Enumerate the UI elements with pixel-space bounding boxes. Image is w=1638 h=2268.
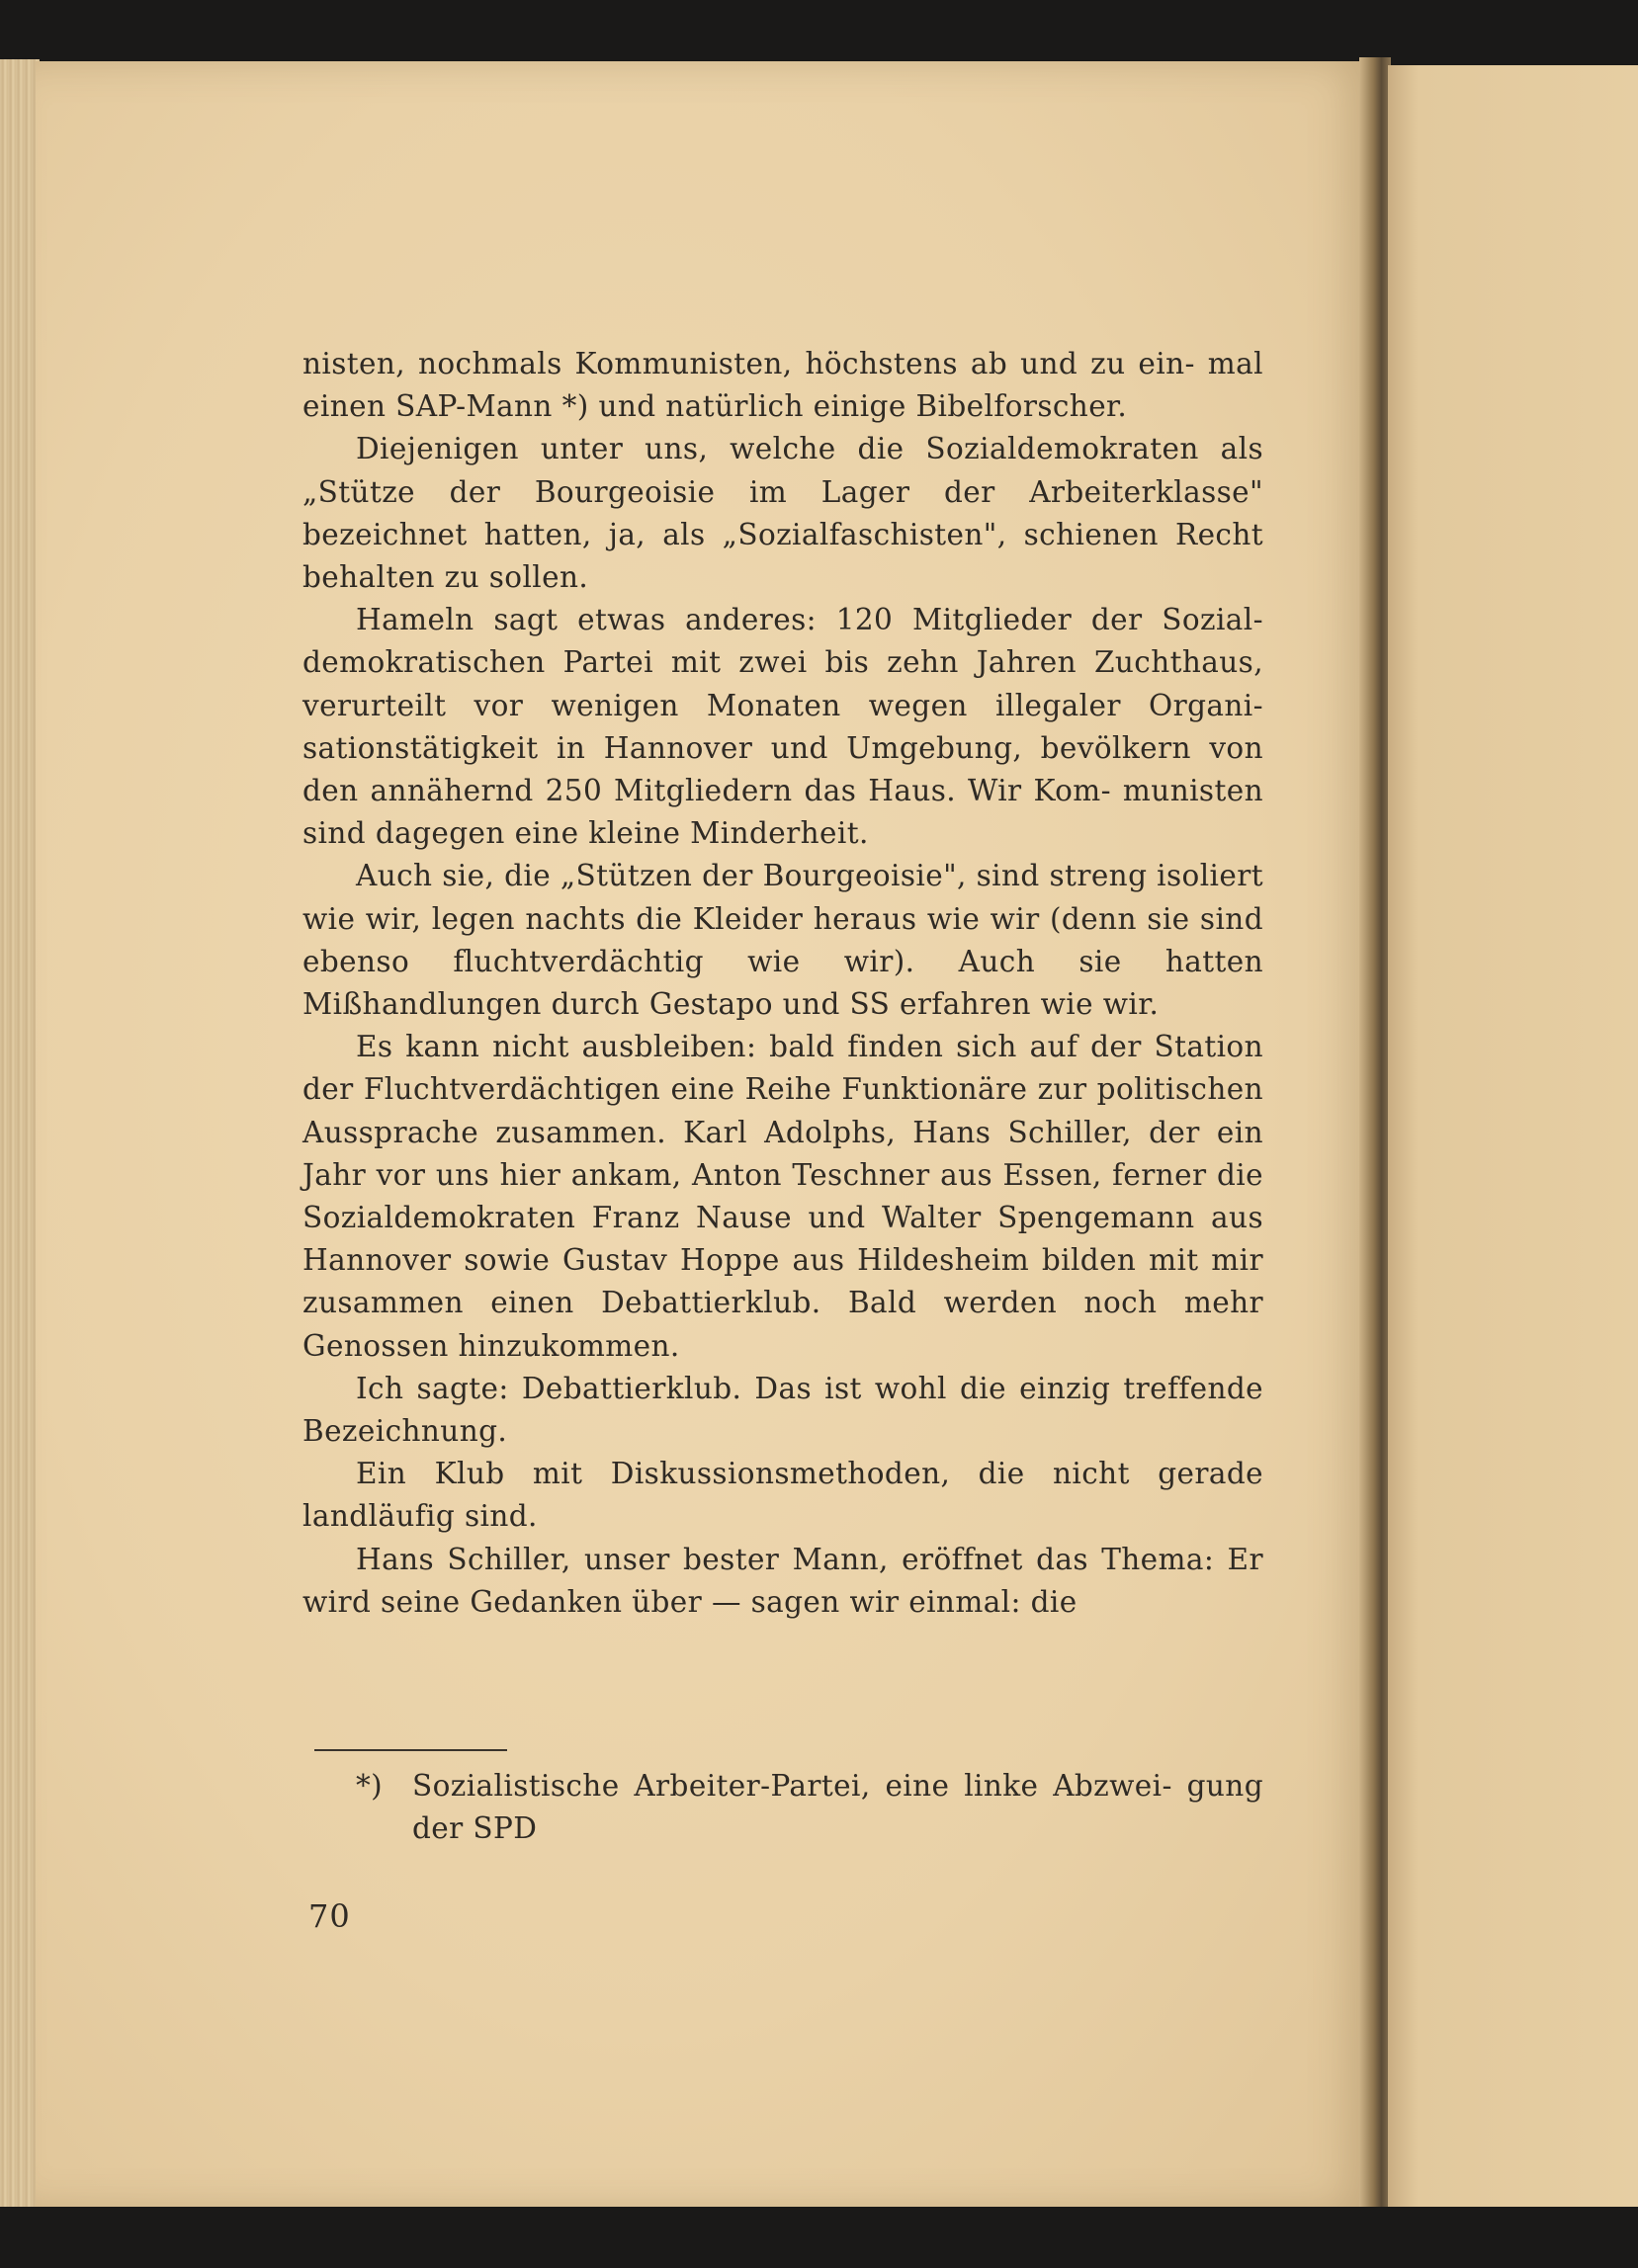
footnote-mark: *) (356, 1769, 384, 1803)
page-stack-edge (0, 59, 40, 2212)
paragraph: Diejenigen unter uns, welche die Sozialdemokraten als „Stütze der Bourgeoisie im Lager der Arbeiterklasse" bezeichnet hatten, ja, als „Sozialfaschisten", schienen Recht behalten zu sollen. (302, 432, 1263, 595)
page-number: 70 (308, 1897, 351, 1935)
book-gutter (1359, 57, 1391, 2212)
right-page (1388, 65, 1638, 2210)
scan-top-border (0, 0, 1638, 65)
paragraph: Auch sie, die „Stützen der Bourgeoisie", sind streng isoliert wie wir, legen nachts die Kleider heraus wie wir (denn sie sind ebenso fluchtverdächtig wie wir). Auch sie hatten Mißhandlungen durch Gestapo und SS erfahren wie wir. (302, 859, 1263, 1022)
paragraph: Hans Schiller, unser bester Mann, eröffnet das Thema: Er wird seine Gedanken über — sagen wir einmal: die (302, 1542, 1263, 1619)
main-text (302, 343, 1263, 1624)
paragraph: nisten, nochmals Kommunisten, höchstens ab und zu ein- mal einen SAP-Mann *) und natürlich einige Bibelforscher. (302, 347, 1263, 424)
paragraph: Ich sagte: Debattierklub. Das ist wohl die einzig treffende Bezeichnung. (302, 1371, 1263, 1449)
footnote (356, 1765, 1263, 1850)
scan-bottom-border (0, 2207, 1638, 2268)
paragraph: Es kann nicht ausbleiben: bald finden sich auf der Station der Fluchtverdächtigen eine Reihe Funktionäre zur politischen Aussprache zusammen. Karl Adolphs, Hans Schiller, der ein Jahr vor uns hier ankam, Anton Teschner aus Essen, ferner die Sozialdemokraten Franz Nause und Walter Spengemann aus Hannover sowie Gustav Hoppe aus Hildesheim bilden mit mir zusammen einen Debattierklub. Bald werden noch mehr Genossen hinzukommen. (302, 1030, 1263, 1363)
paragraph: Hameln sagt etwas anderes: 120 Mitglieder der Sozial- demokratischen Partei mit zwei bis zehn Jahren Zuchthaus, verurteilt vor wenigen Monaten wegen illegaler Organi- sationstätigkeit in Hannover und Umgebung, bevölkern von den annähernd 250 Mitgliedern das Haus. Wir Kom- munisten sind dagegen eine kleine Minderheit. (302, 603, 1263, 851)
footnote-text: Sozialistische Arbeiter-Partei, eine linke Abzwei- gung der SPD (412, 1769, 1263, 1845)
paragraph: Ein Klub mit Diskussionsmethoden, die nicht gerade landläufig sind. (302, 1457, 1263, 1534)
footnote-divider (314, 1749, 507, 1751)
